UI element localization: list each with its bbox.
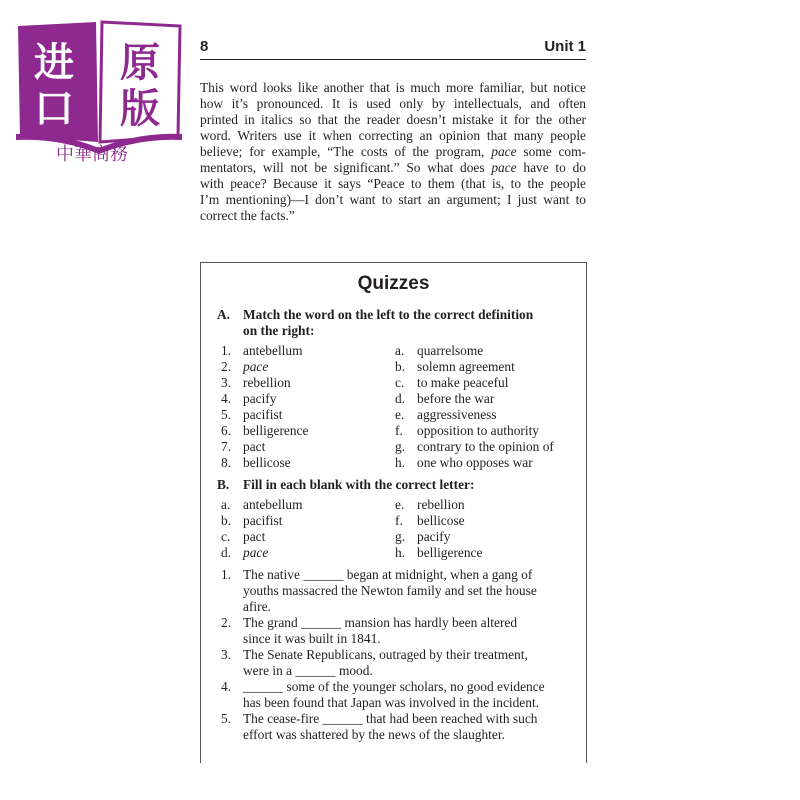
page-number: 8 [200, 38, 209, 55]
item-text: bellicose [417, 513, 465, 528]
passage-line [200, 80, 586, 96]
quiz-box [200, 262, 587, 763]
item-text: pace [243, 359, 269, 374]
section-b-label: B. [217, 477, 230, 492]
italic-word: pace [491, 144, 517, 159]
sentence-line: The Senate Republicans, outraged by their treatment, [243, 647, 528, 662]
item-text: solemn agreement [417, 359, 515, 374]
svg-text:中華商務: 中華商務 [56, 144, 128, 164]
svg-text:原: 原 [120, 40, 160, 86]
sentence-line: since it was built in 1841. [243, 631, 381, 646]
item-text: bellicose [243, 455, 291, 470]
section-a-instruction: Match the word on the left to the correct definition [243, 307, 534, 322]
item-letter: a. [395, 343, 405, 358]
item-letter: h. [395, 455, 406, 470]
item-letter: d. [221, 545, 232, 560]
item-letter: d. [395, 391, 406, 406]
item-text: to make peaceful [417, 375, 509, 390]
sentence-line: The grand ______ mansion has hardly been altered [243, 615, 518, 630]
text-segment: printed in italics so that the reader doesn’t mistake it for the other [200, 112, 586, 127]
text-segment: with peace? Because it says “Peace to them (that is, to the people [200, 176, 586, 191]
svg-text:进: 进 [34, 40, 74, 86]
item-letter: g. [395, 529, 406, 544]
item-text: pacify [417, 529, 451, 544]
item-text: pacifist [243, 513, 283, 528]
svg-text:口: 口 [34, 86, 74, 132]
item-text: pacifist [243, 407, 283, 422]
text-segment: some com- [516, 144, 587, 159]
item-text: belligerence [417, 545, 483, 560]
item-letter: b. [221, 513, 232, 528]
item-letter: 5. [221, 407, 232, 422]
item-letter: e. [395, 407, 405, 422]
text-segment: I’m mentioning)—I don’t want to start an argument; I just want to [200, 192, 586, 207]
passage-line [200, 160, 586, 176]
quiz-title: Quizzes [357, 273, 430, 294]
italic-word: pace [491, 160, 517, 175]
section-a-instruction-2: on the right: [243, 323, 315, 338]
text-segment: have to do [516, 160, 586, 175]
sentence-line: has been found that Japan was involved in the incident. [243, 695, 540, 710]
item-letter: 8. [221, 455, 232, 470]
item-letter: 4. [221, 391, 232, 406]
item-text: belligerence [243, 423, 309, 438]
text-segment: believe; for example, “The costs of the program, [200, 144, 492, 159]
item-letter: c. [395, 375, 405, 390]
passage-line [200, 144, 586, 160]
sentence-line: youths massacred the Newton family and set the house [243, 583, 537, 598]
item-text: pace [243, 545, 269, 560]
sentence-number: 4. [221, 679, 232, 694]
item-letter: g. [395, 439, 406, 454]
item-letter: e. [395, 497, 405, 512]
item-text: one who opposes war [417, 455, 533, 470]
text-segment: word. Writers use it when correcting an opinion that many people [200, 128, 586, 143]
item-text: rebellion [417, 497, 465, 512]
sentence-line: The cease-fire ______ that had been reached with such [243, 711, 538, 726]
item-letter: 2. [221, 359, 232, 374]
item-letter: f. [395, 423, 403, 438]
item-letter: h. [395, 545, 406, 560]
item-text: antebellum [243, 343, 303, 358]
item-text: rebellion [243, 375, 291, 390]
sentence-line: effort was shattered by the news of the slaughter. [243, 727, 505, 742]
passage-line [200, 192, 586, 208]
sentence-line: The native ______ began at midnight, when a gang of [243, 567, 533, 582]
sentence-number: 1. [221, 567, 232, 582]
text-segment: mentators, will not be significant.” So what does [200, 160, 492, 175]
sentence-number: 2. [221, 615, 232, 630]
passage-line [200, 96, 586, 112]
item-text: before the war [417, 391, 495, 406]
item-letter: 1. [221, 343, 232, 358]
section-a-label: A. [217, 307, 231, 322]
sentence-number: 5. [221, 711, 232, 726]
header-rule [200, 59, 586, 60]
item-letter: b. [395, 359, 406, 374]
item-text: antebellum [243, 497, 303, 512]
item-text: pacify [243, 391, 277, 406]
item-letter: c. [221, 529, 231, 544]
imported-edition-logo [14, 14, 184, 164]
item-text: quarrelsome [417, 343, 484, 358]
item-letter: 3. [221, 375, 232, 390]
passage-line [200, 128, 586, 144]
section-b-instruction: Fill in each blank with the correct letter: [243, 477, 475, 492]
item-text: contrary to the opinion of [417, 439, 554, 454]
item-text: pact [243, 529, 266, 544]
item-letter: 7. [221, 439, 232, 454]
text-segment: how it’s pronounced. It is used only by intellectuals, and often [200, 96, 586, 111]
sentence-number: 3. [221, 647, 232, 662]
sentence-line: afire. [243, 599, 271, 614]
item-letter: a. [221, 497, 231, 512]
svg-text:版: 版 [120, 86, 160, 132]
item-letter: f. [395, 513, 403, 528]
item-text: aggressiveness [417, 407, 497, 422]
unit-label: Unit 1 [544, 38, 586, 55]
item-text: pact [243, 439, 266, 454]
sentence-line: were in a ______ mood. [243, 663, 373, 678]
passage-line [200, 112, 586, 128]
sentence-line: ______ some of the younger scholars, no good evidence [243, 679, 545, 694]
text-segment: This word looks like another that is much more familiar, but notice [200, 80, 586, 95]
item-letter: 6. [221, 423, 232, 438]
item-text: opposition to authority [417, 423, 539, 438]
passage-line [200, 208, 586, 224]
passage-line [200, 176, 586, 192]
text-segment: correct the facts.” [200, 208, 295, 223]
